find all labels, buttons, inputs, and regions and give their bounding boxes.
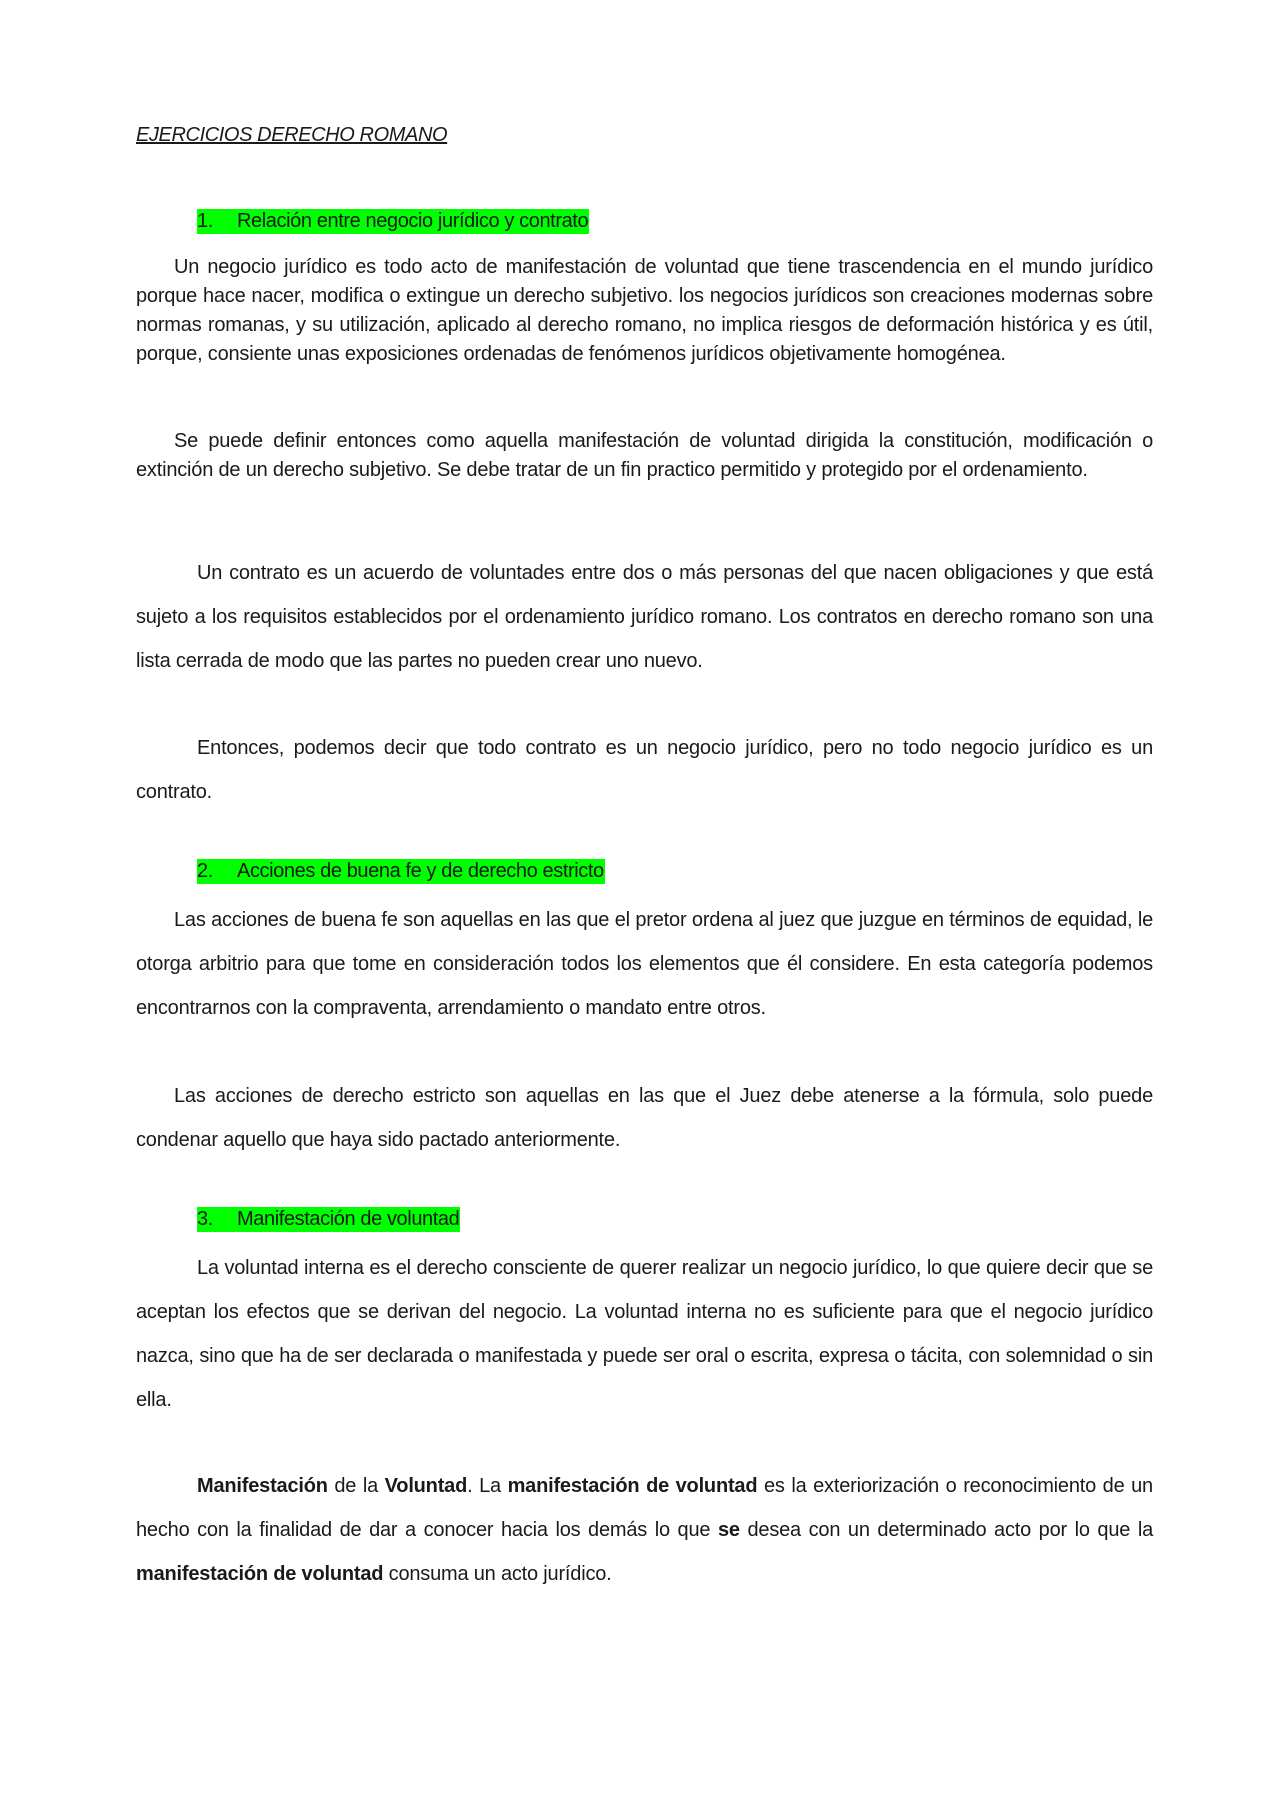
section-2-title: Acciones de buena fe y de derecho estricto — [237, 860, 604, 882]
section-1-paragraph-4: Entonces, podemos decir que todo contrato es un negocio jurídico, pero no todo negocio jurídico es un contrato. — [136, 737, 1153, 803]
section-3-paragraph-2 — [136, 1464, 1153, 1596]
section-1-paragraph-1: Un negocio jurídico es todo acto de manifestación de voluntad que tiene trascendencia en el mundo jurídico porque hace nacer, modifica o extingue un derecho subjetivo. los negocios jurídicos son creaciones modernas sobre normas romanas, y su utilización, aplicado al derecho romano, no implica riesgos de deformación histórica y es útil, porque, consiente unas exposiciones ordenadas de fenómenos jurídicos objetivamente homogénea. — [136, 256, 1153, 365]
section-1-paragraph-3: Un contrato es un acuerdo de voluntades entre dos o más personas del que nacen obligaciones y que está sujeto a los requisitos establecidos por el ordenamiento jurídico romano. Los contratos en derecho romano son una lista cerrada de modo que las partes no pueden crear uno nuevo. — [136, 562, 1153, 672]
text-run: de la — [327, 1475, 385, 1497]
text-run: consuma un acto jurídico. — [383, 1563, 612, 1585]
section-2-highlight — [197, 859, 605, 884]
section-3-number: 3. — [197, 1208, 213, 1230]
bold-term: manifestación de voluntad — [136, 1563, 384, 1585]
section-3-highlight — [197, 1207, 460, 1232]
section-1-title: Relación entre negocio jurídico y contrato — [237, 210, 589, 232]
bold-term: Manifestación — [197, 1475, 328, 1497]
section-2-number: 2. — [197, 860, 213, 882]
section-1-paragraph-2: Se puede definir entonces como aquella manifestación de voluntad dirigida la constitución, modificación o extinción de un derecho subjetivo. Se debe tratar de un fin practico permitido y protegido por el ordenamiento. — [136, 430, 1153, 481]
document-title: EJERCICIOS DERECHO ROMANO — [136, 124, 448, 146]
section-3-heading — [197, 1208, 460, 1231]
text-run: . La — [467, 1475, 508, 1497]
section-3-title: Manifestación de voluntad — [237, 1208, 460, 1230]
section-3-paragraph-1: La voluntad interna es el derecho consciente de querer realizar un negocio jurídico, lo que quiere decir que se aceptan los efectos que se derivan del negocio. La voluntad interna no es suficiente para que el negocio jurídico nazca, sino que ha de ser declarada o manifestada y puede ser oral o escrita, expresa o tácita, con solemnidad o sin ella. — [136, 1257, 1153, 1411]
bold-term: se — [717, 1519, 740, 1541]
bold-term: Voluntad — [384, 1475, 468, 1497]
section-2-paragraph-1: Las acciones de buena fe son aquellas en las que el pretor ordena al juez que juzgue en términos de equidad, le otorga arbitrio para que tome en consideración todos los elementos que él considere. En esta categoría podemos encontrarnos con la compraventa, arrendamiento o mandato entre otros. — [136, 909, 1153, 1019]
bold-term: manifestación de voluntad — [507, 1475, 758, 1497]
section-2-paragraph-2: Las acciones de derecho estricto son aquellas en las que el Juez debe atenerse a la fórmula, solo puede condenar aquello que haya sido pactado anteriormente. — [136, 1085, 1153, 1151]
section-1-heading — [197, 210, 589, 233]
section-1-number: 1. — [197, 210, 213, 232]
text-run: desea con un determinado acto por lo que la — [739, 1519, 1154, 1541]
section-1-highlight — [197, 209, 589, 234]
text-run: es la exteriorización o reconocimiento de un hecho con la finalidad de dar a conocer hacia los demás lo que — [136, 1475, 1153, 1541]
section-2-heading — [197, 860, 605, 883]
